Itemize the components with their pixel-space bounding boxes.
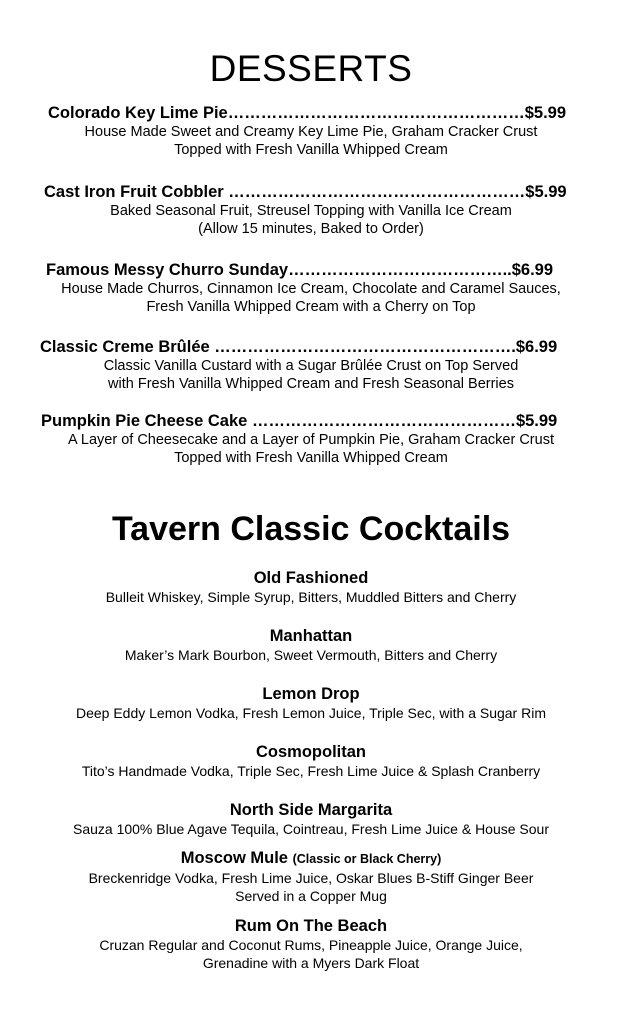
dessert-desc-line: House Made Sweet and Creamy Key Lime Pie, Graham Cracker Crust [84, 124, 538, 140]
dessert-desc-line: (Allow 15 minutes, Baked to Order) [198, 221, 424, 237]
dessert-name: Classic Creme Brûlée [40, 338, 215, 356]
dessert-desc-line: Baked Seasonal Fruit, Streusel Topping with Vanilla Ice Cream [110, 203, 512, 219]
dessert-price: $5.99 [525, 183, 567, 201]
cocktail-desc-line: Tito’s Handmade Vodka, Triple Sec, Fresh Lime Juice & Splash Cranberry [81, 763, 541, 779]
cocktail-item [0, 848, 622, 905]
cocktail-item [0, 626, 622, 664]
dessert-description [0, 431, 622, 467]
cocktail-item [0, 684, 622, 722]
dessert-heading [48, 103, 566, 123]
cocktail-desc-line: Maker’s Mark Bourbon, Sweet Vermouth, Bitters and Cherry [124, 647, 498, 663]
dessert-desc-line: with Fresh Vanilla Whipped Cream and Fresh Seasonal Berries [108, 376, 514, 392]
dessert-heading [41, 411, 557, 431]
dessert-desc-line: Fresh Vanilla Whipped Cream with a Cherry on Top [146, 299, 476, 315]
cocktail-item [0, 800, 622, 838]
desserts-title: DESSERTS [209, 48, 413, 89]
cocktail-name: Lemon Drop [262, 685, 360, 703]
dessert-description [0, 123, 622, 159]
cocktail-item [0, 742, 622, 780]
dessert-dots: ………………………………….. [288, 261, 512, 279]
cocktail-name: Manhattan [269, 627, 353, 645]
cocktail-desc-line: Deep Eddy Lemon Vodka, Fresh Lemon Juice, Triple Sec, with a Sugar Rim [75, 705, 546, 721]
dessert-heading [44, 182, 567, 202]
dessert-dots: ………………………………………… [251, 412, 516, 430]
dessert-price: $5.99 [515, 412, 558, 430]
dessert-description [0, 202, 622, 238]
dessert-heading [46, 260, 553, 280]
dessert-price: $5.99 [524, 104, 567, 122]
dessert-desc-line: Classic Vanilla Custard with a Sugar Brûlée Crust on Top Served [103, 358, 519, 374]
cocktail-desc-line: Cruzan Regular and Coconut Rums, Pineapple Juice, Orange Juice, [99, 937, 523, 953]
cocktail-note: (Classic or Black Cherry) [292, 852, 442, 866]
dessert-dots: ……………………………………………… [227, 104, 525, 122]
cocktail-desc-line: Breckenridge Vodka, Fresh Lime Juice, Oskar Blues B-Stiff Ginger Beer [88, 870, 534, 886]
dessert-price: $6.99 [515, 338, 558, 356]
cocktail-desc-line: Sauza 100% Blue Agave Tequila, Cointreau, Fresh Lime Juice & House Sour [72, 821, 550, 837]
dessert-desc-line: A Layer of Cheesecake and a Layer of Pumpkin Pie, Graham Cracker Crust [68, 432, 554, 448]
dessert-name: Colorado Key Lime Pie [48, 104, 228, 122]
dessert-desc-line: Topped with Fresh Vanilla Whipped Cream [174, 450, 448, 466]
cocktail-name: North Side Margarita [229, 801, 393, 819]
dessert-description [0, 280, 622, 316]
cocktails-title: Tavern Classic Cocktails [111, 510, 511, 548]
dessert-name: Pumpkin Pie Cheese Cake [41, 412, 252, 430]
cocktail-name: Cosmopolitan [256, 743, 366, 761]
dessert-dots: ………………………………………………. [214, 338, 516, 356]
dessert-desc-line: House Made Churros, Cinnamon Ice Cream, Chocolate and Caramel Sauces, [61, 281, 561, 297]
cocktail-item [0, 916, 622, 972]
dessert-name: Cast Iron Fruit Cobbler [44, 183, 229, 201]
cocktail-desc-line: Served in a Copper Mug [235, 888, 387, 904]
dessert-price: $6.99 [511, 261, 554, 279]
dessert-heading [40, 337, 557, 357]
dessert-name: Famous Messy Churro Sunday [46, 261, 289, 279]
dessert-description [0, 357, 622, 393]
cocktail-name: Old Fashioned [253, 569, 369, 587]
cocktail-desc-line: Grenadine with a Myers Dark Float [202, 955, 420, 971]
cocktail-desc-line: Bulleit Whiskey, Simple Syrup, Bitters, Muddled Bitters and Cherry [105, 589, 517, 605]
cocktail-heading [0, 848, 622, 869]
cocktail-item [0, 568, 622, 606]
cocktail-name: Rum On The Beach [234, 917, 388, 935]
dessert-desc-line: Topped with Fresh Vanilla Whipped Cream [174, 142, 448, 158]
cocktail-name: Moscow Mule [180, 849, 288, 867]
dessert-dots: ……………………………………………… [228, 183, 526, 201]
